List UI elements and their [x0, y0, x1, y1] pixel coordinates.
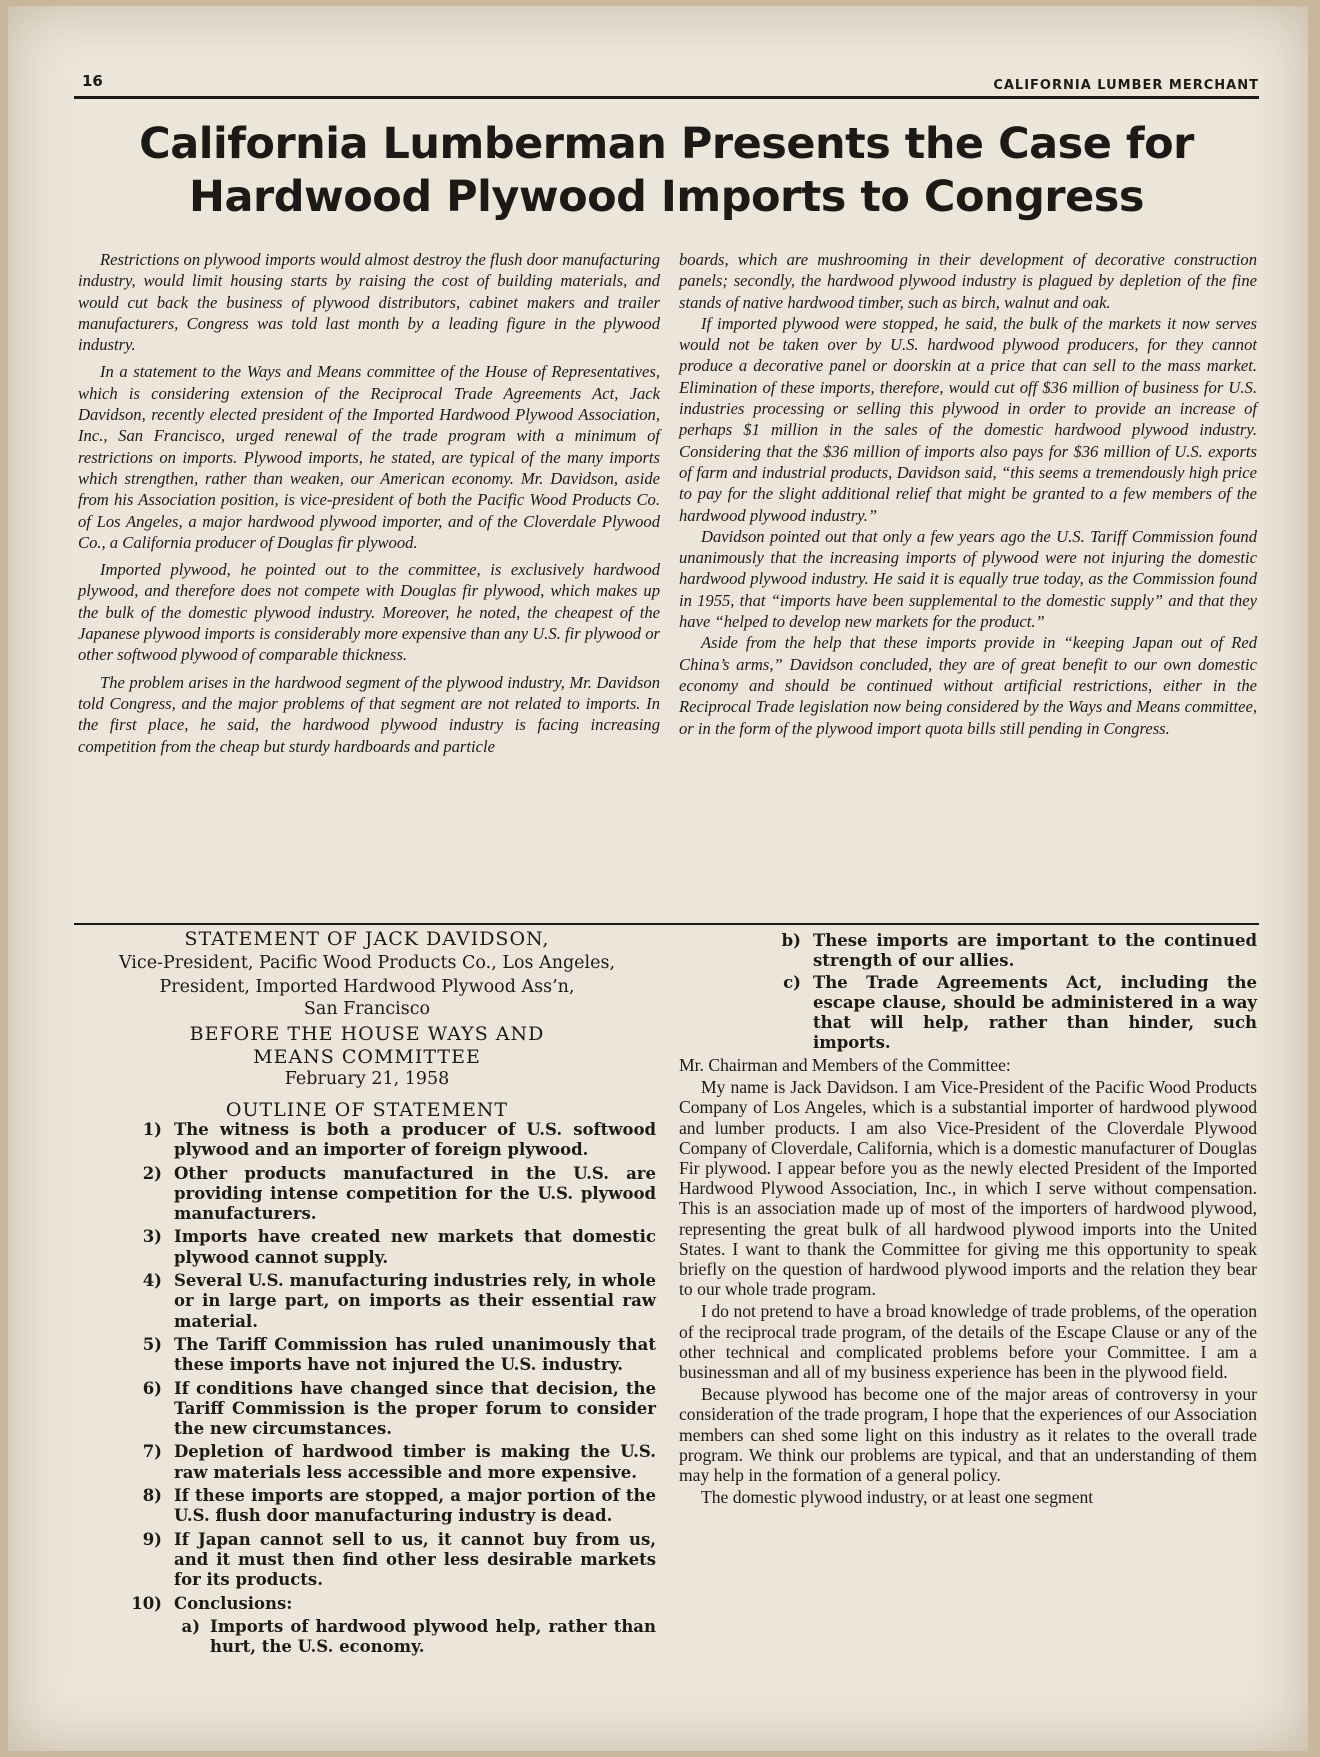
section-divider — [74, 923, 1259, 925]
statement-venue-2: MEANS COMMITTEE — [253, 1046, 481, 1068]
list-item: 9) If Japan cannot sell to us, it cannot buy from us, and it must then find other less desirable markets for its products. — [142, 1529, 656, 1590]
article-headline — [74, 118, 1259, 224]
statement-paragraph: The domestic plywood industry, or at least one segment — [701, 1487, 1094, 1508]
article-paragraph: In a statement to the Ways and Means committee of the House of Representatives, which is considering extension of the Reciprocal Trade Agreements Act, Jack Davidson, recently elected president of the Imported Hardwood Plywood Association, Inc., San Francisco, urged renewal of the trade program with a minimum of restrictions on imports. Plywood imports, he stated, are typical of the many imports which strengthen, rather than weaken, our American economy. Mr. Davidson, aside from his Association position, is vice-president of both the Pacific Wood Products Co. of Los Angeles, a major hardwood plywood importer, and of the Cloverdale Plywood Co., a California producer of Douglas fir plywood. — [78, 362, 660, 552]
statement-affiliation-2: President, Imported Hardwood Plywood Ass’n, — [159, 977, 575, 997]
list-item: 2) Other products manufactured in the U.S. are providing intense competition for the U.S. plywood manufacturers. — [142, 1163, 656, 1224]
statement-right-column — [679, 931, 1257, 1509]
list-item: 6) If conditions have changed since that decision, the Tariff Commission is the proper forum to consider the new circumstances. — [142, 1378, 656, 1439]
list-item: 8) If these imports are stopped, a major portion of the U.S. flush door manufacturing industry is dead. — [142, 1486, 656, 1526]
statement-title: STATEMENT OF JACK DAVIDSON, — [184, 928, 550, 950]
list-item: 5) The Tariff Commission has ruled unanimously that these imports have not injured the U.S. industry. — [142, 1334, 656, 1375]
list-item: b) These imports are important to the continued strength of our allies. — [781, 931, 1257, 970]
salutation: Mr. Chairman and Members of the Committee: — [679, 1055, 1011, 1075]
list-item: 10) Conclusions: — [131, 1593, 293, 1613]
conclusions-list — [679, 931, 1257, 1053]
publication-name: CALIFORNIA LUMBER MERCHANT — [993, 78, 1259, 93]
article-paragraph: Davidson pointed out that only a few years ago the U.S. Tariff Commission found unanimously that the increasing imports of plywood were not injuring the domestic hardwood plywood industry. He said it is equally true today, as the Commission found in 1955, that “imports have been supplemental to the domestic supply” and that they have “helped to develop new markets for the product.” — [679, 526, 1257, 632]
statement-paragraph: Because plywood has become one of the major areas of controversy in your consideration of the trade program, I hope that the experiences of our Association members can shed some light on this industry as it relates to the overall trade program. We think our problems are typical, and that an understanding of them may help in the formation of a general policy. — [679, 1384, 1257, 1486]
article-paragraph: Imported plywood, he pointed out to the committee, is exclusively hardwood plywood, and therefore does not compete with Douglas fir plywood, which makes up the bulk of the domestic plywood industry. Moreover, he noted, the cheapest of the Japanese plywood imports is considerably more expensive than any U.S. fir plywood or other softwood plywood of comparable thickness. — [78, 560, 660, 665]
article-paragraph: Aside from the help that these imports provide in “keeping Japan out of Red China’s arms,” Davidson concluded, they are of great benefit to our own domestic economy and should be continued without artificial restrictions, either in the Reciprocal Trade legislation now being considered by the Ways and Means committee, or in the form of the plywood import quota bills still pending in Congress. — [679, 633, 1257, 738]
list-item: a) Imports of hardwood plywood help, rather than hurt, the U.S. economy. — [181, 1616, 656, 1657]
statement-venue-1: BEFORE THE HOUSE WAYS AND — [189, 1023, 545, 1045]
statement-body — [679, 1055, 1257, 1507]
page-number: 16 — [82, 72, 103, 90]
article-column-right — [679, 249, 1257, 739]
statement-paragraph: I do not pretend to have a broad knowledge of trade problems, of the operation of the reciprocal trade program, of the details of the Escape Clause or any of the other technical and complicated problems before your Committee. I am a businessman and all of my business experience has been in the plywood field. — [679, 1301, 1257, 1383]
magazine-page — [8, 6, 1308, 1751]
statement-location: San Francisco — [303, 999, 431, 1019]
article-paragraph: If imported plywood were stopped, he said, the bulk of the markets it now serves would not be taken over by U.S. hardwood plywood producers, for they cannot produce a decorative panel or doorskin at a price that can sell to the mass market. Elimination of these imports, therefore, would cut off $36 million of business for U.S. industries processing or selling this plywood in order to provide an increase of perhaps $1 million in the sales of the domestic hardwood plywood industry. Considering that the $36 million of imports also pays for $36 million of U.S. exports of farm and industrial products, Davidson said, “this seems a tremendously high price to pay for the slight additional relief that might be granted to a few members of the hardwood plywood industry.” — [679, 313, 1257, 525]
article-paragraph: boards, which are mushrooming in their development of decorative construction panels; secondly, the hardwood plywood industry is plagued by depletion of the fine stands of native hardwood timber, such as birch, walnut and oak. — [679, 250, 1257, 312]
article-paragraph: The problem arises in the hardwood segment of the plywood industry, Mr. Davidson told Congress, and the major problems of that segment are not related to imports. In the first place, he said, the hardwood plywood industry is facing increasing competition from the cheap but sturdy hardboards and particle — [78, 672, 660, 756]
headline-line-2: Hardwood Plywood Imports to Congress — [189, 172, 1144, 222]
article-paragraph: Restrictions on plywood imports would almost destroy the flush door manufacturing industry, would limit housing starts by raising the cost of building materials, and would cut back the business of plywood distributors, cabinet makers and trailer manufacturers, Congress was told last month by a leading figure in the plywood industry. — [78, 250, 660, 355]
list-item: 4) Several U.S. manufacturing industries rely, in whole or in large part, on imports as their essential raw material. — [142, 1271, 656, 1331]
statement-affiliation-1: Vice-President, Pacific Wood Products Co., Los Angeles, — [118, 953, 616, 973]
outline-list — [78, 1120, 656, 1657]
page-header — [74, 68, 1259, 99]
statement-paragraph: My name is Jack Davidson. I am Vice-President of the Pacific Wood Products Company of Los Angeles, which is a substantial importer of hardwood plywood and lumber products. I am also Vice-President of the Cloverdale Plywood Company of Cloverdale, California, which is a domestic manufacturer of Douglas Fir plywood. I appear before you as the newly elected President of the Imported Hardwood Plywood Association, Inc., in which I serve without compensation. This is an association made up of most of the importers of hardwood plywood, representing the great bulk of all hardwood plywood imports into the United States. I want to thank the Committee for giving me this opportunity to speak briefly on the question of hardwood plywood imports and the relation they bear to our whole trade program. — [679, 1077, 1257, 1300]
list-item: 3) Imports have created new markets that domestic plywood cannot supply. — [142, 1227, 656, 1267]
outline-title: OUTLINE OF STATEMENT — [225, 1099, 509, 1121]
headline-line-1: California Lumberman Presents the Case for — [139, 119, 1194, 169]
article-column-left — [78, 249, 660, 763]
statement-left-column — [78, 928, 656, 1660]
list-item: 7) Depletion of hardwood timber is making the U.S. raw materials less accessible and more expensive. — [142, 1442, 656, 1482]
statement-date: February 21, 1958 — [284, 1069, 450, 1089]
list-item: c) The Trade Agreements Act, including the escape clause, should be administered in a way that will help, rather than hinder, such imports. — [783, 973, 1257, 1052]
list-item: 1) The witness is both a producer of U.S. softwood plywood and an importer of foreign plywood. — [142, 1120, 656, 1160]
